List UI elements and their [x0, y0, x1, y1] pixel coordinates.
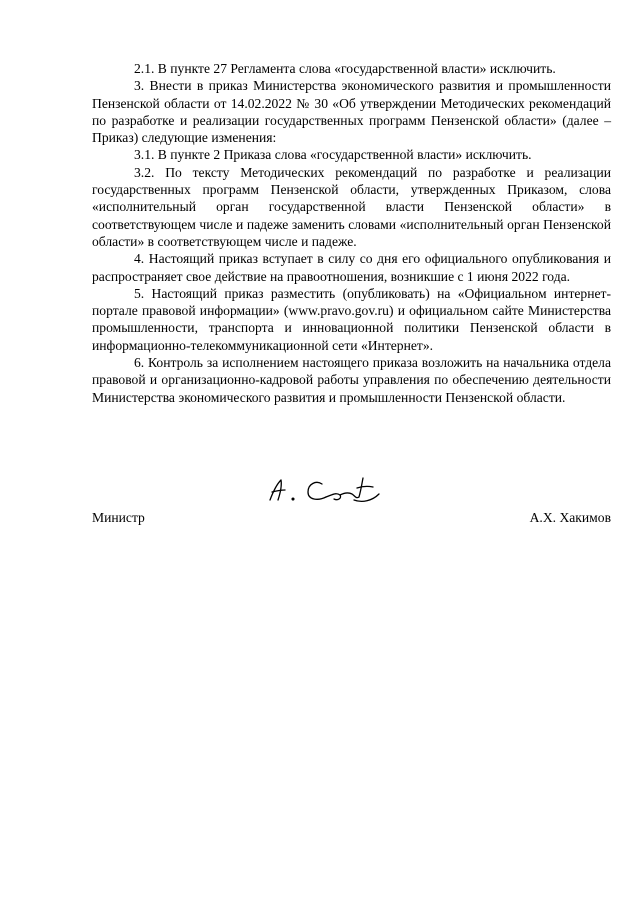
- paragraph-3: 3. Внести в приказ Министерства экономического развития и промышленности Пензенской области от 14.02.2022 № 30 «Об утверждении Методических рекомендаций по разработке и реализации государственных программ Пензенской области» (далее – Приказ) следующие изменения:: [92, 78, 611, 146]
- handwritten-signature-icon: [260, 470, 390, 510]
- signature-row: [92, 509, 611, 526]
- paragraph-5: 5. Настоящий приказ разместить (опубликовать) на «Официальном интернет-портале правовой информации» (www.pravo.gov.ru) и официальном сайте Министерства промышленности, транспорта и инновационной политики Пензенской области в информационно-телекоммуникационной сети «Интернет».: [92, 285, 611, 353]
- paragraph-2-1: 2.1. В пункте 27 Регламента слова «государственной власти» исключить.: [134, 61, 556, 76]
- paragraph-4: 4. Настоящий приказ вступает в силу со дня его официального опубликования и распространяет свое действие на правоотношения, возникшие с 1 июня 2022 года.: [92, 251, 611, 284]
- paragraph-6: 6. Контроль за исполнением настоящего приказа возложить на начальника отдела правовой и организационно-кадровой работы управления по обеспечению деятельности Министерства экономического развития и промышленности Пензенской области.: [92, 355, 611, 405]
- document-body: [92, 60, 611, 406]
- paragraph-3-1: 3.1. В пункте 2 Приказа слова «государственной власти» исключить.: [134, 147, 532, 163]
- paragraph-3-2: 3.2. По тексту Методических рекомендаций по разработке и реализации государственных программ Пензенской области, утвержденных Приказом, слова «исполнительный орган государственной власти Пензенской области» в соответствующем числе и падеже заменить словами «исполнительный орган Пензенской области» в соответствующем числе и падеже.: [92, 164, 611, 249]
- signer-name: А.Х. Хакимов: [529, 510, 611, 525]
- signer-position: Министр: [92, 510, 145, 525]
